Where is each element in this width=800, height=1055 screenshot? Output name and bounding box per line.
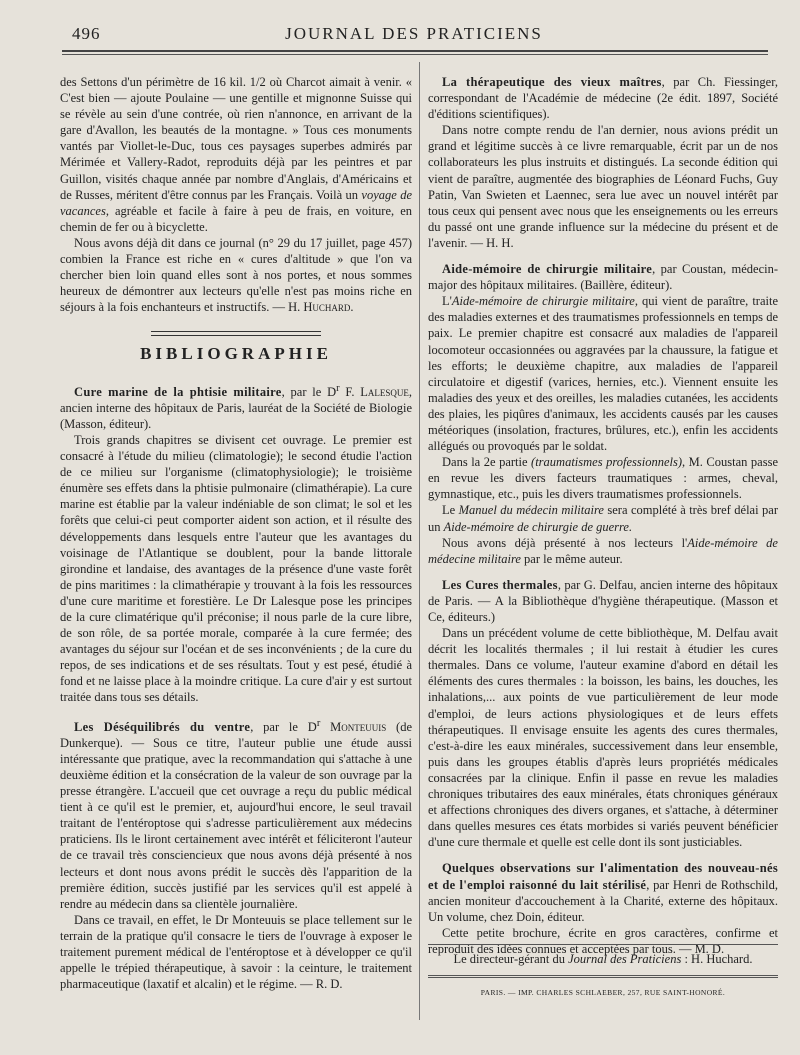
header-rule — [62, 50, 768, 52]
footer-rule — [428, 944, 778, 945]
printer-imprint: PARIS. — IMP. CHARLES SCHLAEBER, 257, RUE SAINT-HONORÉ. — [480, 988, 726, 997]
paragraph: Dans la 2e partie (traumatismes professionnels), M. Coustan passe en revue les divers facteurs traumatiques : armes, cheval, gymnastique, etc., puis les divers traumatismes professionnels. — [428, 455, 778, 502]
paragraph: Nous avons déjà présenté à nos lecteurs l'Aide-mémoire de médecine militaire par le même auteur. — [428, 535, 778, 566]
footer-rule — [428, 975, 778, 976]
review-entry — [428, 74, 778, 251]
paragraph: Cette petite brochure, écrite en gros caractères, confirme et reproduit des idées connues et acceptées par tous. — M. D. — [428, 925, 778, 956]
review-entry — [60, 716, 412, 993]
running-title: JOURNAL DES PRATICIENS — [285, 24, 543, 43]
section-heading: BIBLIOGRAPHIE — [140, 344, 332, 364]
director-line: Le directeur-gérant du Journal des Praticiens : H. Huchard. — [453, 952, 753, 966]
section-divider — [151, 331, 321, 336]
paragraph: Dans ce travail, en effet, le Dr Monteuuis se place tellement sur le terrain de la pratique qu'il consacre le tiers de l'ouvrage à exposer le traitement purement médical de l'entéroptose et à développer ce qu'il appelle le trépied thérapeutique, à savoir : la ceinture, le traitement pharmaceutique (laxatif et alcalin) et le régime. — R. D. — [60, 912, 412, 992]
footer-rule — [428, 977, 778, 978]
review-entry — [428, 261, 778, 567]
paragraph: Trois grands chapitres se divisent cet ouvrage. Le premier est consacré à l'étude du milieu (climatologie); le second étudie l'action de ce milieu sur l'organisme (climatophysiologie); le troisième énumère ses effets dans la phtisie pulmonaire (climathérapie). La cure marine est établie par la valeur indéniable de son climat; le sol et les forêts que celui-ci peut comporter aident son action, et il résulte des développements dans lesquels entre l'auteur que les avantages du voisinage de l'Atlantique se doublent, pour la bande littorale girondine et landaise, des avantages de la présence d'une vaste forêt de pins maritimes : la climathérapie y trouvant à la fois les ressources d'une cure maritime et forestière. Le Dr Lalesque pose les principes de la cure climatérique qu'il préconise; il nous parle de la cure libre, de son rôle, de sa portée morale, comparée à la cure fermée; des avantages du séjour sur l'océan et de ses inconvénients ; de la cure du repos, de ses indications et de ses résultats. Tout y est pesé, étudié à fond et ne laisse place à la moindre critique. La cure d'air y est surtout traitée dans tous ses détails. — [60, 432, 412, 705]
entry-citation: Cure marine de la phtisie militaire, par le $D^r$ F. Lalesque, ancien interne des hôpitaux de Paris, lauréat de la Société de Biologie (Masson, éditeur). — [60, 382, 412, 431]
paragraph: Nous avons déjà dit dans ce journal (n° 29 du 17 juillet, page 457) combien la France est riche en « cures d'altitude » que l'on va chercher bien loin quand elles sont à nos portes, et nous sommes heureux de démontrer aux lecteurs qu'elle n'est pas moins riche en séjours à la fois enchanteurs et instructifs. — H. Huchard. — [60, 235, 412, 315]
entry-citation: Aide-mémoire de chirurgie militaire, par Coustan, médecin-major des hôpitaux militaires. (Baillère, éditeur). — [428, 262, 779, 293]
paragraph: Le Manuel du médecin militaire sera complété à très bref délai par un Aide-mémoire de chirurgie de guerre. — [428, 503, 778, 534]
review-entry — [428, 860, 778, 957]
paragraph: L'Aide-mémoire de chirurgie militaire, qui vient de paraître, traite des maladies externes et des traumatismes professionnels en temps de paix. Le premier chapitre est consacré aux maladies de l'appareil locomoteur occasionnées ou aggravées par la chaussure, la fatigue et les efforts; le deuxième chapitre, aux maladies de l'appareil circulatoire et digestif (varices, hernies, etc.). Viennent ensuite les maladies des yeux et des oreilles, les maladies cutanées, les accidents des plaies, les piqûres d'animaux, les accidents causés par les causes météoriques (insolation, fractures, brûlures, etc.), enfin les accidents allégués ou provoqués par le soldat. — [428, 294, 779, 454]
review-entry — [428, 577, 778, 851]
page-number: 496 — [72, 24, 101, 43]
entry-citation: Quelques observations sur l'alimentation des nouveau-nés et de l'emploi raisonné du lait stérilisé, par Henri de Rothschild, ancien moniteur d'accouchement à la Charité, externe des hôpitaux. Un volume, chez Doin, éditeur. — [428, 861, 778, 924]
header-rule-thin — [62, 54, 768, 55]
continued-paragraph: des Settons d'un périmètre de 16 kil. 1/2 où Charcot aimait à venir. « C'est bien — ajoute Poulaine — une gentille et mignonne Suisse qui se révèle au sein d'une contrée, où rien n'annonce, en arrivant de la gare d'Avallon, les beautés de la montagne. » Tous ces monuments vantés par Viollet-le-Duc, tous ces paysages superbes admirés par Mérimée et Vallery-Radot, reproduits déjà par les peintres et par Guillon, visités chaque année par nombre d'Anglais, d'Américains et de Russes, méritent d'être connus par les Français. Voilà un voyage de vacances, agréable et facile à faire à peu de frais, en voiture, en chemin de fer ou à bicyclette. — [60, 75, 412, 234]
entry-citation: Les Déséquilibrés du ventre, par le $D^r$ Monteuuis (de Dunkerque). — Sous ce titre, l'auteur publie une étude aussi intéressante que pratique, avec la recommandation qui s'attache à une deuxième édition et la consécration de la valeur de son ouvrage par la presse étrangère. L'accueil que cet ouvrage a reçu du public médical tient à ce qu'il est le premier, et, aujourd'hui encore, le seul travail traitant de l'entéroptose qui s'adresse particulièrement aux médecins praticiens. Ils le liront certainement avec intérêt et féliciteront l'auteur de ce travail très consciencieux que nous avons déjà présenté à nos lecteurs et dont nous avons prédit le succès dès l'apparition de la première édition, succès justifié par les services qu'il est appelé à rendre au médecin dans sa clientèle journalière. — [60, 717, 412, 911]
page-header — [60, 22, 768, 52]
entry-citation: La thérapeutique des vieux maîtres, par Ch. Fiessinger, correspondant de l'Académie de médecine (2e édit. 1897, Société d'éditions scientifiques). — [428, 75, 778, 122]
column-separator — [419, 62, 420, 1020]
review-entry — [60, 381, 412, 706]
right-column — [428, 74, 778, 957]
entry-citation: Les Cures thermales, par G. Delfau, ancien interne des hôpitaux de Paris. — A la Bibliothèque d'hygiène thérapeutique. (Masson et Ce, éditeurs.) — [428, 577, 778, 624]
left-column — [60, 74, 412, 992]
paragraph: Dans un précédent volume de cette bibliothèque, M. Delfau avait décrit les localités thermales ; il lui restait à étudier les cures thermales. Dans ce volume, l'auteur examine d'abord en détail les éléments des cures thermales : la boisson, les bains, les douches, les inhalations,... aux points de vue particulièrement de leur mode d'emploi, de leurs actions physiologiques et de leurs effets thérapeutiques. Il envisage ensuite les agents des cures thermales, c'est-à-dire les eaux minérales, successivement dans leur ensemble, puis dans les groupes établis d'après leurs propriétés médicales consacrées par la clinique. Enfin il passe en revue les maladies chroniques tributaires des eaux minérales, états chroniques généraux et affections chroniques des divers organes, et s'attache, à déterminer dans quelles mesures ces états morbides si variés peuvent bénéficier d'une cure thermale et quelle est celle dont ils sont justiciables. — [428, 626, 778, 850]
paragraph: Dans notre compte rendu de l'an dernier, nous avions prédit un grand et légitime succès à ce livre remarquable, écrit par un de nos collaborateurs les plus instruits et distingués. La seconde édition qui vient de paraître, augmentée des biographies de Léonard Fuchs, Guy Patin, Van Swieten et Laennec, sera lue avec un nouvel intérêt par tous ceux qui pensent avec nous que les enseignements ou les erreurs du passé ont une grande influence sur la médecine du présent et de l'avenir. — H. H. — [428, 123, 778, 250]
